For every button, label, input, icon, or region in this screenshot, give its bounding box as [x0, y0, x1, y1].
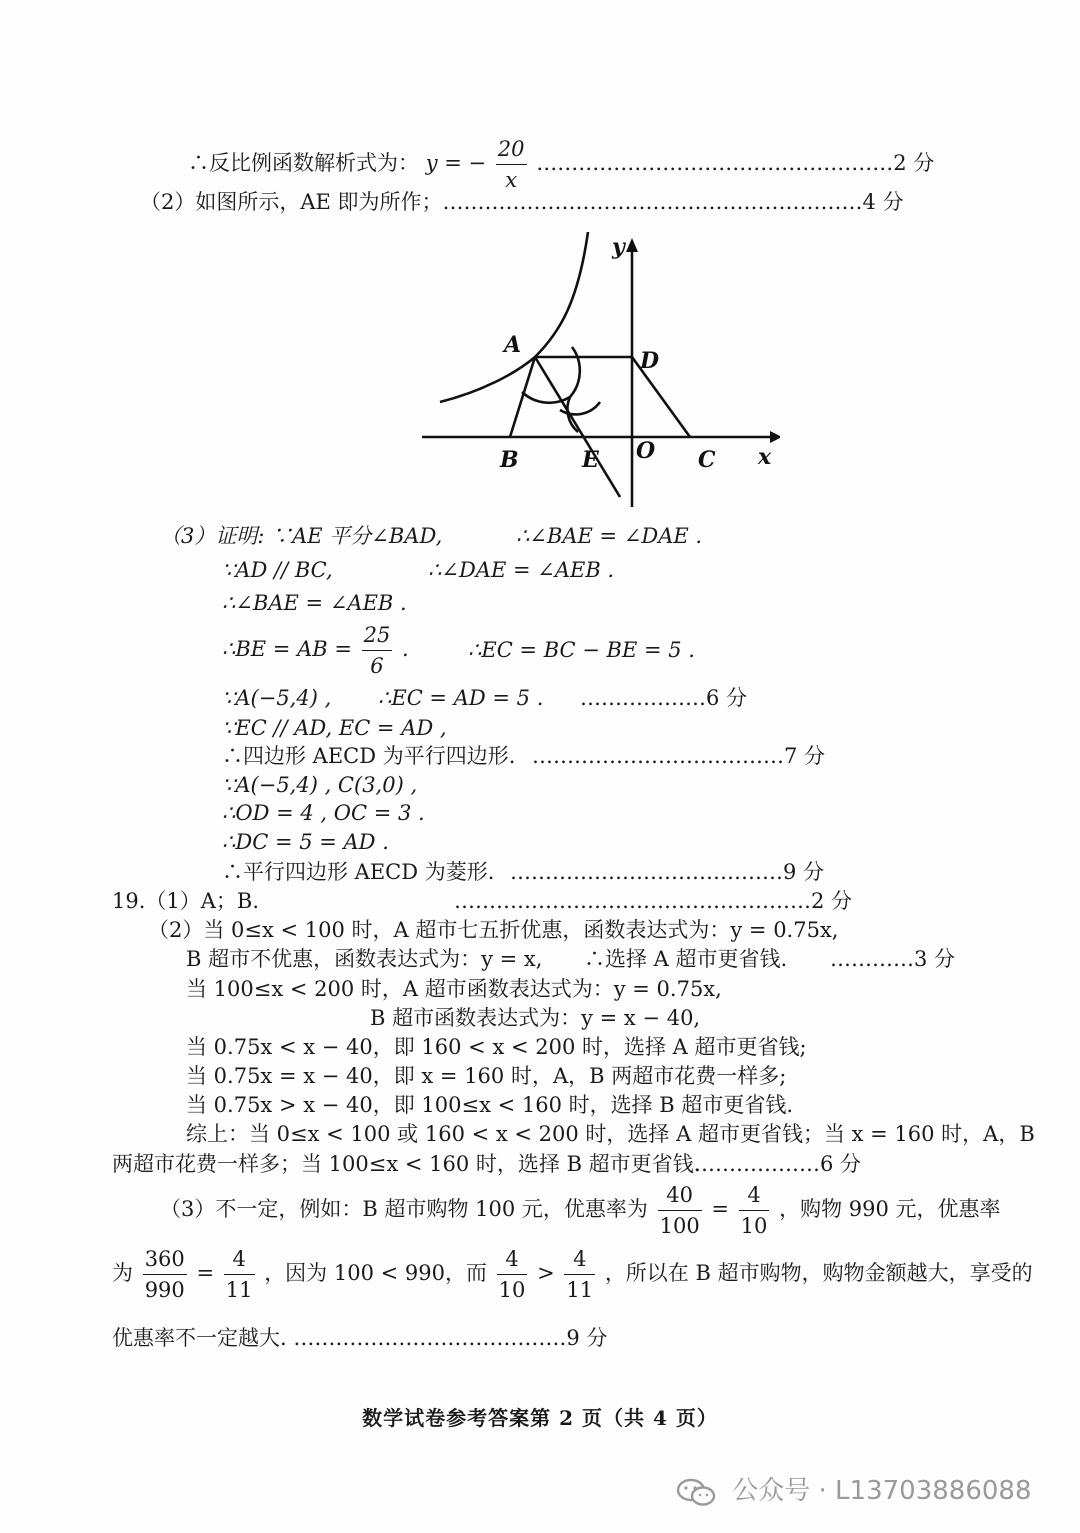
- formula-line: [188, 134, 934, 195]
- label-D: D: [640, 348, 660, 374]
- proof-line-5b: ∴EC = AD = 5 .: [378, 686, 544, 710]
- fraction: [224, 1244, 255, 1305]
- y-arrow-icon: [626, 238, 638, 252]
- text: ，购物 990 元，优惠率: [779, 1197, 1001, 1221]
- label-B: B: [500, 447, 519, 473]
- proof-line-9: ∴OD = 4 , OC = 3 .: [222, 801, 425, 825]
- fraction: [362, 620, 393, 681]
- y-label: y: [612, 234, 625, 260]
- proof-line-4: [222, 620, 409, 681]
- q19-line-10a: 两超市花费一样多；当 100≤x < 160 时，选择 B 超市更省钱.: [112, 1152, 701, 1176]
- proof-line-2a: ∵AD // BC,: [222, 558, 333, 582]
- proof-line-10: ∴DC = 5 = AD .: [222, 830, 389, 854]
- denominator: 10: [740, 1214, 768, 1238]
- q19-line-6: 当 0.75x < x − 40，即 160 < x < 200 时，选择 A 超市更省钱;: [186, 1035, 807, 1059]
- denominator: x: [505, 168, 518, 192]
- q19-line-8: 当 0.75x > x − 40，即 100≤x < 160 时，选择 B 超市更省钱.: [186, 1093, 794, 1117]
- fraction: [564, 1244, 595, 1305]
- segment-AE: [535, 357, 620, 497]
- q19-line-7: 当 0.75x = x − 40，即 x = 160 时，A，B 两超市花费一样多;: [186, 1064, 787, 1088]
- score-9: …………………………………9 分: [510, 860, 825, 884]
- q19-line-2: （2）当 0≤x < 100 时，A 超市七五折优惠，函数表达式为：y = 0.75x,: [148, 918, 839, 942]
- fraction: [658, 1180, 702, 1241]
- formula: y = −: [425, 151, 487, 175]
- denominator: 990: [144, 1278, 185, 1302]
- q19-line-3a: B 超市不优惠，函数表达式为：y = x,: [186, 947, 543, 971]
- numerator: 40: [658, 1180, 702, 1211]
- fraction: [143, 1244, 187, 1305]
- denominator: 6: [370, 654, 384, 678]
- numerator: 4: [739, 1180, 770, 1211]
- part-2-line: （2）如图所示，AE 即为所作；……………………………………………………4 分: [140, 190, 904, 214]
- score-q19-3: …………3 分: [830, 947, 956, 971]
- text: ∴反比例函数解析式为：: [188, 151, 419, 175]
- score-q19-6: ………………6 分: [694, 1152, 862, 1176]
- numerator: 20: [496, 134, 527, 165]
- equals: =: [196, 1261, 215, 1285]
- greater-than: >: [537, 1261, 555, 1285]
- numerator: 4: [564, 1244, 595, 1275]
- text: （3）证明: ∵AE 平分∠BAD,: [160, 524, 443, 548]
- proof-line-1: [160, 522, 442, 550]
- numerator: 4: [497, 1244, 528, 1275]
- text: （3）不一定，例如：B 超市购物 100 元，优惠率为: [160, 1197, 648, 1221]
- watermark-text: 公众号 · L13703886088: [732, 1476, 1032, 1506]
- proof-line-3: ∴∠BAE = ∠AEB .: [222, 591, 407, 615]
- text: ，因为 100 < 990，而: [264, 1261, 487, 1285]
- score-7: ………………………………7 分: [532, 744, 826, 768]
- x-label: x: [758, 444, 772, 470]
- page-footer: 数学试卷参考答案第 2 页（共 4 页）: [362, 1406, 718, 1430]
- label-O: O: [636, 438, 656, 464]
- wechat-icon: [676, 1477, 716, 1507]
- fraction: [496, 134, 527, 195]
- score-dots: ……………………………………………2 分: [536, 151, 935, 175]
- proof-line-8: ∵A(−5,4) , C(3,0) ,: [222, 773, 418, 797]
- text: ，所以在 B 超市购物，购物金额越大，享受的: [604, 1261, 1033, 1285]
- proof-line-1b: ∴∠BAE = ∠DAE .: [516, 524, 703, 548]
- watermark: [676, 1470, 1032, 1507]
- q19-part1: 19.（1）A；B.: [112, 889, 260, 913]
- proof-line-11a: ∴平行四边形 AECD 为菱形.: [222, 860, 495, 884]
- q19-line-5: B 超市函数表达式为：y = x − 40,: [370, 1006, 701, 1030]
- q19-line-9: 综上：当 0≤x < 100 或 160 < x < 200 时，选择 A 超市更省钱；当 x = 160 时，A，B: [186, 1122, 1035, 1146]
- hyperbola-curve: [440, 232, 588, 402]
- coordinate-graph: [420, 232, 780, 512]
- denominator: 11: [566, 1278, 594, 1302]
- label-E: E: [582, 447, 599, 473]
- numerator: 25: [362, 620, 393, 651]
- denominator: 10: [498, 1278, 526, 1302]
- proof-line-4c: ∴EC = BC − BE = 5 .: [468, 638, 695, 662]
- q19-part3-line2: [112, 1244, 1033, 1305]
- text: 为: [112, 1261, 133, 1285]
- q19-part3-line3: 优惠率不一定越大. …………………………………9 分: [112, 1326, 608, 1350]
- label-C: C: [698, 447, 716, 473]
- denominator: 11: [225, 1278, 253, 1302]
- equals: =: [711, 1197, 729, 1221]
- proof-line-6: ∵EC // AD, EC = AD ,: [222, 716, 447, 740]
- q19-line-4: 当 100≤x < 200 时，A 超市函数表达式为：y = 0.75x,: [186, 977, 722, 1001]
- q19-part3-line1: [160, 1180, 1001, 1241]
- score-6: ………………6 分: [580, 686, 748, 710]
- fraction: [497, 1244, 528, 1305]
- text: .: [402, 637, 409, 661]
- proof-line-5a: ∵A(−5,4) ,: [222, 686, 332, 710]
- denominator: 100: [659, 1214, 700, 1238]
- label-A: A: [504, 332, 522, 358]
- proof-line-7a: ∴四边形 AECD 为平行四边形.: [222, 744, 516, 768]
- fraction: [739, 1180, 770, 1241]
- q19-line-3b: ∴选择 A 超市更省钱.: [584, 947, 788, 971]
- score-q19-2: ……………………………………………2 分: [454, 889, 853, 913]
- numerator: 360: [143, 1244, 187, 1275]
- proof-line-2b: ∴∠DAE = ∠AEB .: [428, 558, 615, 582]
- text: ∴BE = AB =: [222, 637, 352, 661]
- x-arrow-icon: [770, 431, 780, 443]
- numerator: 4: [224, 1244, 255, 1275]
- segment-AB: [510, 357, 535, 437]
